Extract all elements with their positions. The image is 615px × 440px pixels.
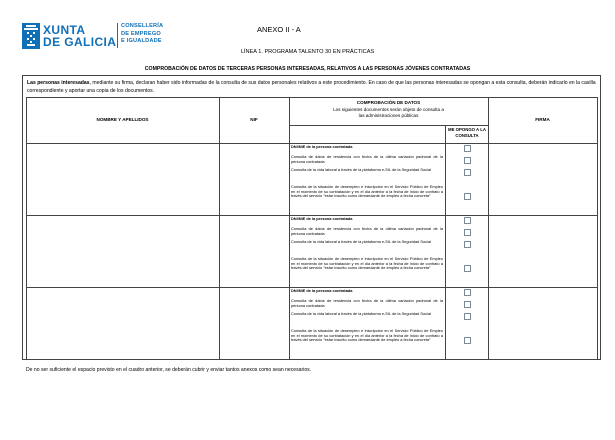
oppose-checkbox[interactable] (464, 241, 471, 248)
oppose-checkbox[interactable] (464, 301, 471, 308)
doc-dni-bold: DNI/NIE de la persona contratada (291, 288, 353, 293)
table-border (597, 97, 598, 359)
table-border (26, 97, 597, 98)
table-border (26, 97, 27, 359)
oppose-checkbox[interactable] (464, 193, 471, 200)
doc-dni-bold: DNI/NIE de la persona contratada (291, 216, 353, 221)
section-title: COMPROBACIÓN DE DATOS DE TERCERAS PERSONAS INTERESADAS, RELATIVOS A LAS PERSONAS JÓVENES CONTRATADAS (144, 66, 471, 72)
doc-residence: Consulta de datos de residencia con fecha de la última variación padronal de la persona contratada (291, 154, 443, 164)
doc-dni (291, 289, 443, 294)
header-signature: FIRMA (535, 117, 550, 122)
column-divider (289, 97, 290, 359)
doc-dni (291, 217, 443, 222)
logo-line-galicia: DE GALICIA (43, 35, 117, 49)
oppose-checkbox[interactable] (464, 337, 471, 344)
oppose-checkbox[interactable] (464, 289, 471, 296)
logo-department (121, 23, 163, 46)
doc-unemployment: Consulta de la situación de desempleo e inscripción en el Servicio Público de Empleo en el momento de su contratación y en el día anterior a la fecha de inicio de contrato a través del servicio "estar inscrito como demandante de empleo a fecha concreta" (291, 184, 443, 199)
doc-work-life: Consulta de la vida laboral a través de la plataforma e-SIL de la Seguridad Social (291, 239, 432, 244)
header-divider (289, 125, 488, 126)
column-divider (445, 125, 446, 359)
verification-table (26, 97, 597, 359)
oppose-checkbox[interactable] (464, 145, 471, 152)
oppose-checkbox[interactable] (464, 265, 471, 272)
doc-work-life: Consulta de la vida laboral a través de la plataforma e-SIL de la Seguridad Social (291, 167, 432, 172)
department-line: E IGUALDADE (121, 38, 162, 44)
oppose-checkbox[interactable] (464, 217, 471, 224)
oppose-checkbox[interactable] (464, 157, 471, 164)
intro-bold: Las personas interesadas (27, 80, 90, 86)
doc-work-life: Consulta de la vida laboral a través de la plataforma e-SIL de la Seguridad Social (291, 311, 432, 316)
doc-unemployment: Consulta de la situación de desempleo e inscripción en el Servicio Público de Empleo en el momento de su contratación y en el día anterior a la fecha de inicio de contrato a través del servicio "estar inscrito como demandante de empleo a fecha concreta" (291, 256, 443, 271)
intro-text: , mediante su firma, declaran haber sido informadas de la consulta de sus datos personales relativos a este procedimiento. En caso de que las personas interesadas se opongan a esta consulta, deberán indicarlo en la casilla correspondiente y aportar una copia de los documentos. (27, 80, 596, 94)
intro-paragraph (27, 80, 597, 95)
xunta-logo (22, 23, 182, 49)
oppose-checkbox[interactable] (464, 169, 471, 176)
header-oppose: ME OPONGO A LA CONSULTA (448, 127, 486, 138)
table-border (26, 359, 597, 360)
column-divider (219, 97, 220, 359)
oppose-checkbox[interactable] (464, 229, 471, 236)
annex-title: ANEXO II - A (257, 25, 301, 34)
oppose-checkbox[interactable] (464, 313, 471, 320)
doc-dni-bold: DNI/NIE de la persona contratada (291, 144, 353, 149)
doc-residence: Consulta de datos de residencia con fecha de la última variación padronal de la persona contratada (291, 226, 443, 236)
header-verification: COMPROBACIÓN DE DATOS (356, 100, 421, 105)
programme-title: LÍNEA 1. PROGRAMA TALENTO 30 EN PRÁCTICAS (240, 49, 375, 55)
logo-line-xunta: XUNTA (43, 23, 86, 37)
doc-unemployment: Consulta de la situación de desempleo e inscripción en el Servicio Público de Empleo en el momento de su contratación y en el día anterior a la fecha de inicio de contrato a través del servicio "estar inscrito como demandante de empleo a fecha concreta" (291, 328, 443, 343)
header-name: NOMBRE Y APELLIDOS (96, 117, 149, 122)
header-verification-sub: Los siguientes documentos serán objeto de consulta a las administraciones públicas (333, 107, 444, 118)
department-line: CONSELLERÍA (121, 23, 164, 29)
footnote: De no ser suficiente el espacio previsto en el cuadro anterior, se deberán cubrir y enviar tantos anexos como sean necesarios. (26, 367, 312, 373)
doc-residence: Consulta de datos de residencia con fecha de la última variación padronal de la persona contratada (291, 298, 443, 308)
doc-dni (291, 145, 443, 150)
column-divider (488, 97, 489, 359)
department-line: DE EMPREGO (121, 30, 161, 37)
header-nif: NIF (250, 117, 258, 122)
logo-divider (117, 23, 118, 48)
xunta-emblem-icon (22, 23, 40, 49)
